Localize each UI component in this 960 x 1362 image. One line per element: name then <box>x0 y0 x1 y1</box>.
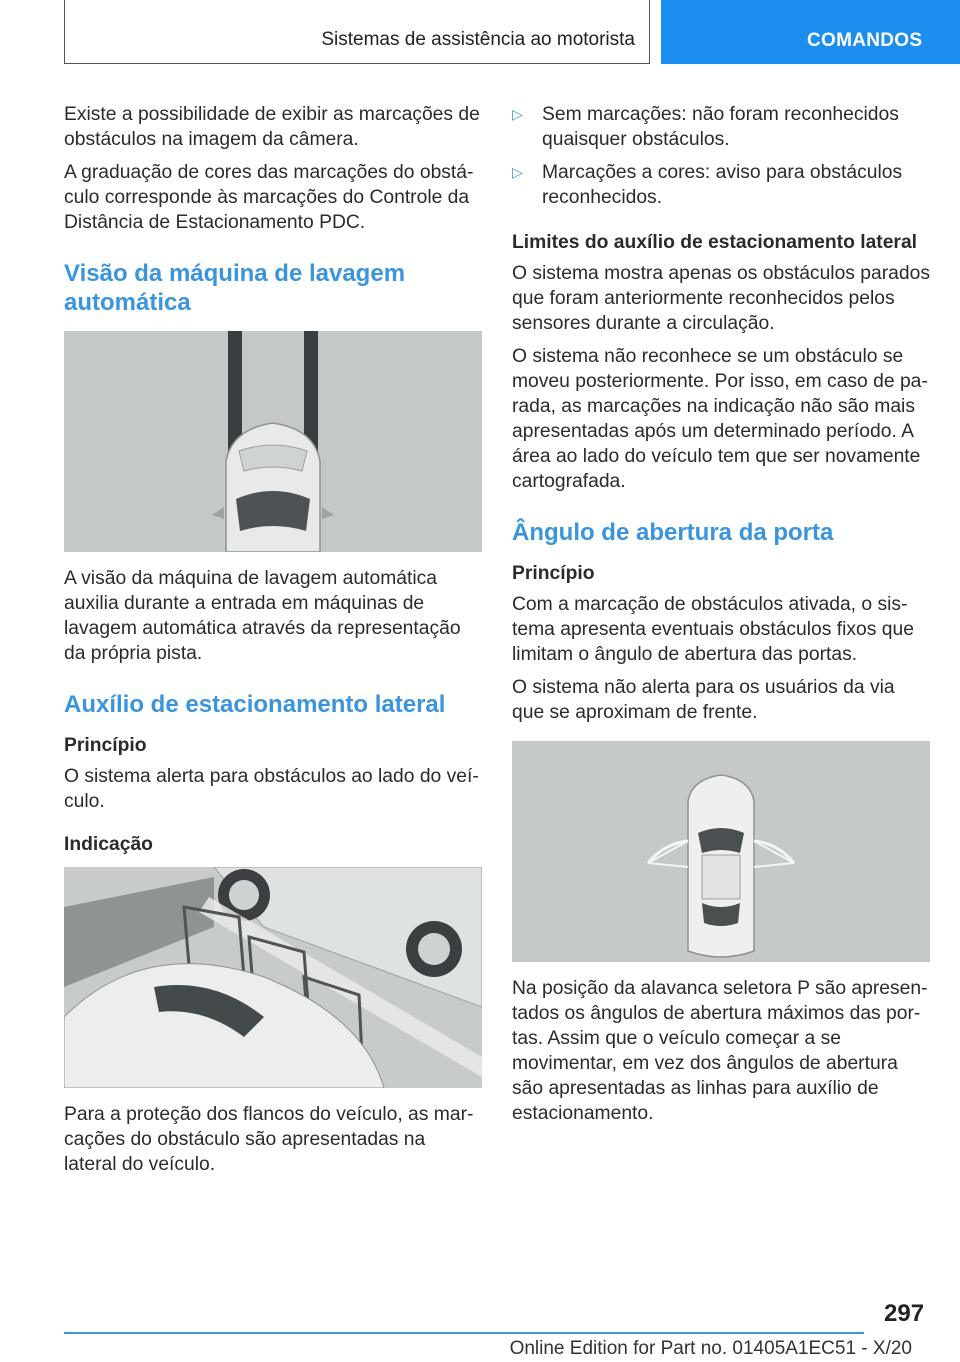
paragraph-camera-markings: Existe a possibilidade de exibir as marcações de obstáculos na imagem da câmera. <box>64 104 480 150</box>
paragraph-color-gradation: A graduação de cores das marcações do obstáculo corresponde às marcações do Controle da Distância de Estacionamento PDC. <box>64 162 474 233</box>
figure-car-wash-view <box>64 331 482 552</box>
header-section-box <box>64 0 650 64</box>
bullet-text: Sem marcações: não foram reconhecidos quaisquer obstáculos. <box>542 104 899 150</box>
heading-car-wash-view: Visão da máquina de lavagem automática <box>64 260 406 316</box>
paragraph-limits-1: O sistema mostra apenas os obstáculos parados que foram anteriormente reconhecidos pelos sensores durante a circulação. <box>512 263 930 334</box>
paragraph-limits-2: O sistema não reconhece se um obstáculo se moveu posteriormente. Por isso, em caso de parada, as marcações na indicação não são mais apresentadas após um determinado período. A área ao lado do veículo tem que ser novamente cartografada. <box>512 346 928 492</box>
heading-door-opening-angle: Ângulo de abertura da porta <box>512 519 834 546</box>
footer-divider <box>64 1332 864 1334</box>
heading-lateral-parking-aid: Auxílio de estacionamento lateral <box>64 691 446 718</box>
bullet-item <box>512 102 930 152</box>
heading-indication: Indicação <box>64 834 153 855</box>
bullet-triangle-icon: ▷ <box>512 164 523 180</box>
figure-door-opening-angles <box>512 741 930 962</box>
marking-bullet-list <box>512 102 930 210</box>
bullet-text: Marcações a cores: aviso para obstáculos reconhecidos. <box>542 162 903 208</box>
heading-limits-lateral: Limites do auxílio de estacionamento lateral <box>512 232 918 253</box>
header-section-title: Sistemas de assistência ao motorista <box>321 29 635 50</box>
footer-edition: Online Edition for Part no. 01405A1EC51 - X/20 <box>509 1338 912 1359</box>
page-number: 297 <box>884 1300 925 1327</box>
paragraph-door-3: Na posição da alavanca seletora P são apresentados os ângulos de abertura máximos das portas. Assim que o veículo começar a se movimentar, em vez dos ângulos de abertura são apresentadas as linhas para auxílio de estacionamento. <box>512 978 928 1124</box>
left-column <box>64 102 482 1185</box>
header-chapter-label: COMANDOS <box>807 30 923 51</box>
figure-lateral-markings <box>64 867 482 1088</box>
right-column <box>512 102 930 1134</box>
paragraph-door-1: Com a marcação de obstáculos ativada, o sistema apresenta eventuais obstáculos fixos que limitam o ângulo de abertura das portas. <box>512 594 914 665</box>
paragraph-flank-protection: Para a proteção dos flancos do veículo, as marcações do obstáculo são apresentadas na lateral do veículo. <box>64 1104 474 1175</box>
paragraph-principle-lateral: O sistema alerta para obstáculos ao lado do veículo. <box>64 766 479 812</box>
heading-principle-door: Princípio <box>512 563 595 584</box>
bullet-triangle-icon: ▷ <box>512 106 523 122</box>
header-chapter-tab[interactable] <box>661 0 960 64</box>
heading-principle-lateral: Princípio <box>64 735 147 756</box>
paragraph-door-2: O sistema não alerta para os usuários da via que se aproximam de frente. <box>512 677 895 723</box>
paragraph-car-wash-view: A visão da máquina de lavagem automática auxilia durante a entrada em máquinas de lavagem automática através da representação da própria pista. <box>64 568 461 664</box>
bullet-item <box>512 160 930 210</box>
